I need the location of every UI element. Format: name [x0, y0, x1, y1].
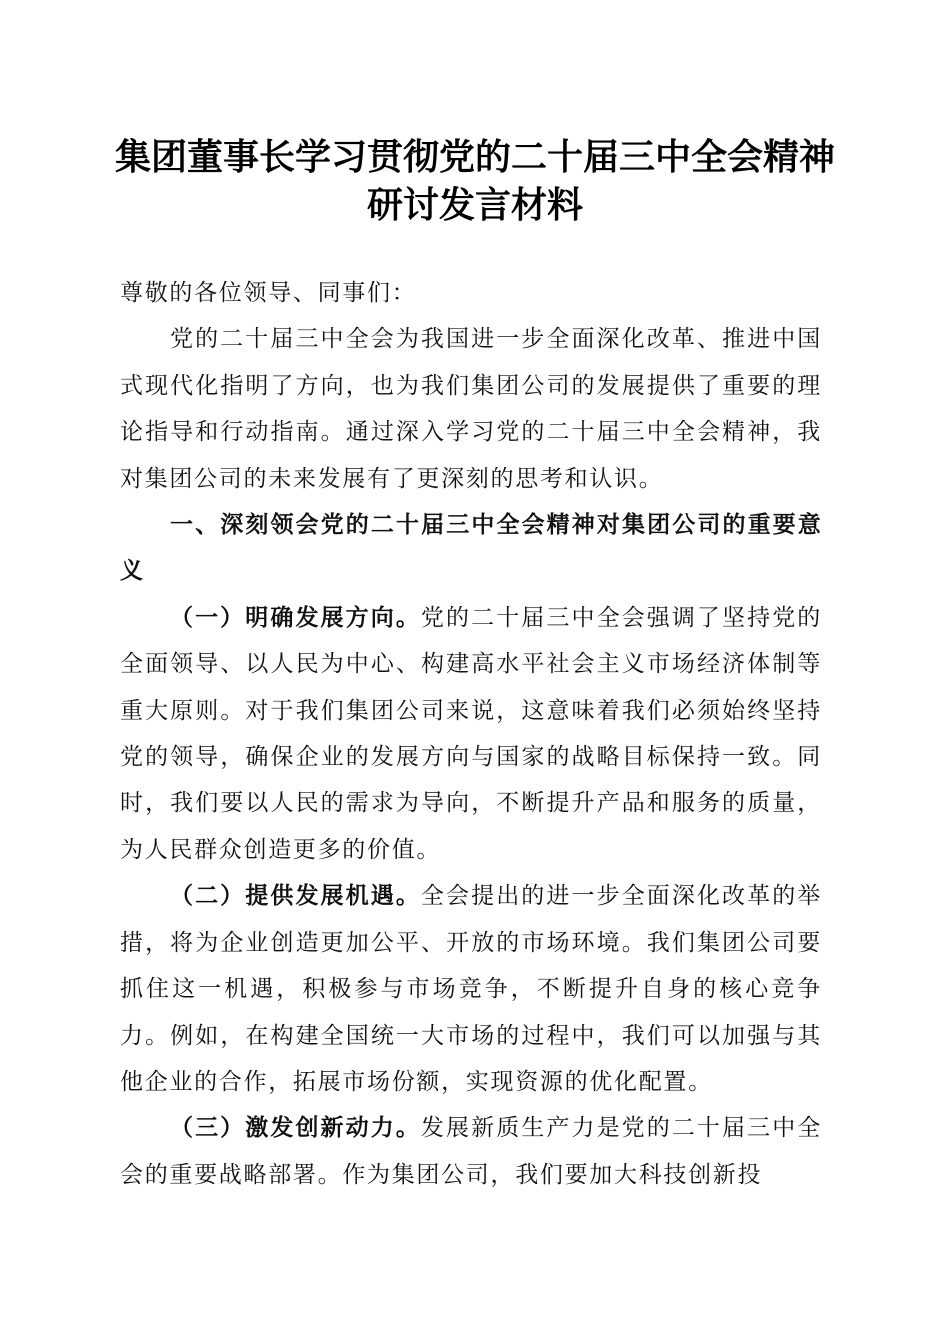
subsection-2-paragraph [120, 873, 822, 1105]
salutation: 尊敬的各位领导、同事们： [120, 280, 417, 306]
subsection-3-paragraph [120, 1105, 822, 1198]
subsection-3-title: （三）激发创新动力。 [170, 1115, 421, 1142]
document-title-line-2: 研讨发言材料 [366, 185, 583, 226]
document-body [120, 270, 822, 1198]
subsection-1-paragraph [120, 595, 822, 873]
subsection-2-title: （二）提供发展机遇。 [170, 883, 421, 910]
intro-paragraph: 党的二十届三中全会为我国进一步全面深化改革、推进中国式现代化指明了方向，也为我们集团公司的发展提供了重要的理论指导和行动指南。通过深入学习党的二十届三中全会精神，我对集团公司的未来发展有了更深刻的思考和认识。 [120, 326, 822, 492]
subsection-2-text: 全会提出的进一步全面深化改革的举措，将为企业创造更加公平、开放的市场环境。我们集团公司要抓住这一机遇，积极参与市场竞争，不断提升自身的核心竞争力。例如，在构建全国统一大市场的过程中，我们可以加强与其他企业的合作，拓展市场份额，实现资源的优化配置。 [120, 883, 823, 1095]
section-1-heading: 一、深刻领会党的二十届三中全会精神对集团公司的重要意义 [120, 512, 822, 585]
document-title-line-1: 集团董事长学习贯彻党的二十届三中全会精神 [114, 137, 835, 178]
subsection-1-text: 党的二十届三中全会强调了坚持党的全面领导、以人民为中心、构建高水平社会主义市场经济体制等重大原则。对于我们集团公司来说，这意味着我们必须始终坚持党的领导，确保企业的发展方向与国家的战略目标保持一致。同时，我们要以人民的需求为导向，不断提升产品和服务的质量，为人民群众创造更多的价值。 [120, 604, 823, 863]
subsection-1-title: （一）明确发展方向。 [170, 604, 421, 631]
subsection-3-text: 发展新质生产力是党的二十届三中全会的重要战略部署。作为集团公司，我们要加大科技创新投 [120, 1115, 823, 1188]
